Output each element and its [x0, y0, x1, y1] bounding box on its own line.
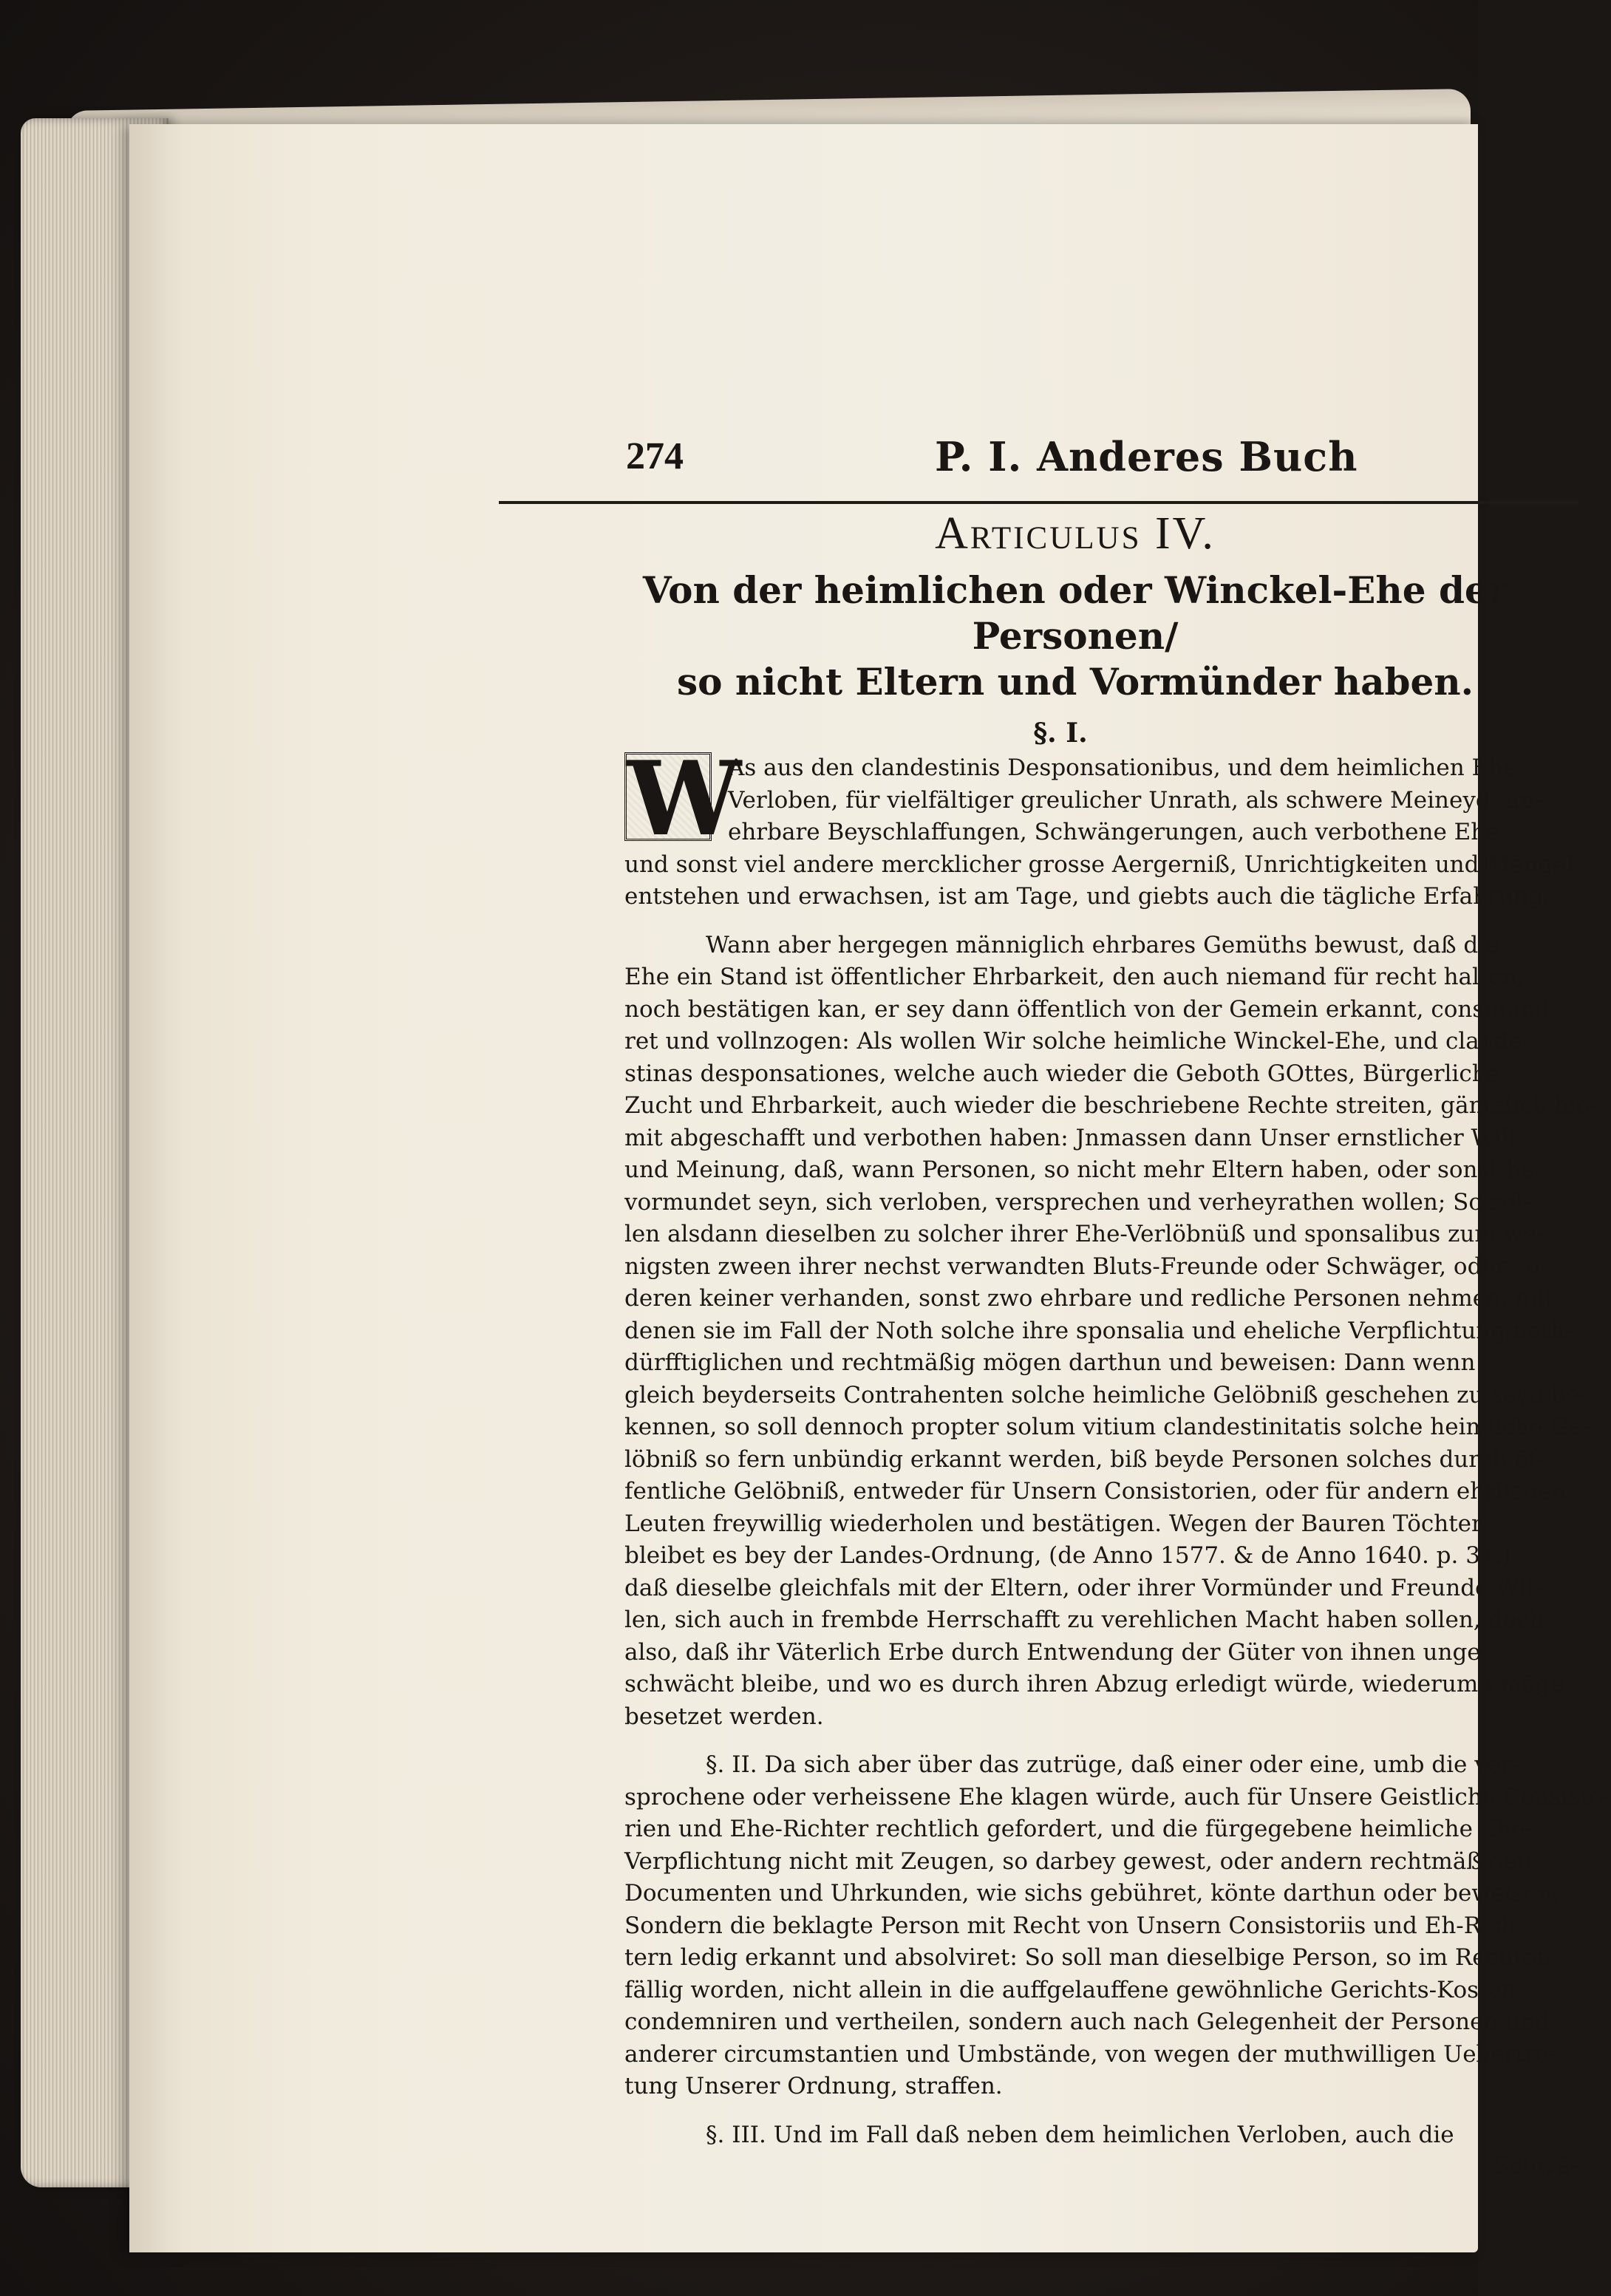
text-line: entstehen und erwachsen, ist am Tage, und giebts auch die tägliche Erfahrung.	[624, 883, 1550, 910]
text-line: nigsten zween ihrer nechst verwandten Bluts-Freunde oder Schwäger, oder so	[624, 1253, 1540, 1280]
text-line: As aus den clandestinis Desponsationibus, und dem heimlichen Ehe-	[728, 754, 1525, 781]
article-subtitle-line: so nicht Eltern und Vormünder haben.	[676, 660, 1474, 704]
text-line: Wann aber hergegen männiglich ehrbares Gemüths bewust, daß die	[706, 931, 1499, 958]
paragraph-2	[499, 930, 1598, 1734]
text-line: denen sie im Fall der Noth solche ihre sponsalia und eheliche Verpflichtung noth-	[624, 1317, 1573, 1344]
article-heading: Articulus IV.	[935, 508, 1216, 559]
text-line: Verpflichtung nicht mit Zeugen, so darbey gewest, oder andern rechtmäßigen	[624, 1847, 1533, 1875]
text-line: sprochene oder verheissene Ehe klagen würde, auch für Unsere Geistliche Consisto-	[624, 1783, 1611, 1810]
text-line: Sondern die beklagte Person mit Recht von Unsern Consistoriis und Eh-Rich-	[624, 1912, 1524, 1939]
text-line: fällig worden, nicht allein in die auffgelauffene gewöhnliche Gerichts-Kosten	[624, 1976, 1516, 2003]
text-line: und sonst viel andere mercklicher grosse Aergerniß, Unrichtigkeiten und Mängel	[624, 851, 1574, 878]
text-line: condemniren und vertheilen, sondern auch nach Gelegenheit der Personen und	[624, 2009, 1550, 2035]
text-line: dürfftiglichen und rechtmäßig mögen darthun und beweisen: Dann wenn	[624, 1349, 1476, 1376]
section-mark: §. I.	[1033, 718, 1088, 749]
text-line: anderer circumstantien und Umbstände, von wegen der muthwilligen Uebertre-	[624, 2040, 1557, 2068]
text-line: schwächt bleibe, und wo es durch ihren Abzug erledigt würde, wiederumb möge	[624, 1671, 1564, 1697]
text-line: rien und Ehe-Richter rechtlich gefordert, und die fürgegebene heimliche Ehe-	[624, 1816, 1533, 1842]
text-line: Leuten freywillig wiederholen und bestätigen. Wegen der Bauren Töchter	[624, 1510, 1482, 1537]
text-line: tung Unserer Ordnung, straffen.	[624, 2073, 1003, 2099]
text-line: also, daß ihr Väterlich Erbe durch Entwendung der Güter von ihnen unge-	[624, 1638, 1489, 1666]
section-3	[499, 2119, 1578, 2152]
text-line: Zucht und Ehrbarkeit, auch wieder die beschriebene Rechte streiten, gäntzlich hie-	[624, 1092, 1598, 1119]
text-line: len, sich auch in frembde Herrschafft zu verehlichen Macht haben sollen, doch	[624, 1607, 1544, 1633]
running-title: P. I. Anderes Buch	[935, 433, 1358, 480]
text-line: tern ledig erkannt und absolviret: So soll man dieselbige Person, so im Rechten	[624, 1944, 1551, 1971]
article-subtitle-line: Von der heimlichen oder Winckel-Ehe der Personen/	[642, 568, 1508, 658]
text-line: stinas desponsationes, welche auch wieder die Geboth GOttes, Bürgerliche	[624, 1060, 1501, 1087]
book-page	[129, 124, 1611, 2252]
text-line: gleich beyderseits Contrahenten solche heimliche Gelöbniß geschehen zu seyn be-	[624, 1381, 1587, 1408]
text-line: ret und vollnzogen: Als wollen Wir solche heimliche Winckel-Ehe, und clande-	[624, 1028, 1530, 1055]
drop-cap: W	[624, 752, 712, 841]
text-line: deren keiner verhanden, sonst zwo ehrbare und redliche Personen nehmen, mit	[624, 1285, 1554, 1312]
page-number: 274	[626, 435, 684, 477]
text-line: Documenten und Uhrkunden, wie sichs gebühret, könte darthun oder beweisen:	[624, 1880, 1560, 1907]
text-line: noch bestätigen kan, er sey dann öffentlich von der Gemein erkannt, consummi-	[624, 995, 1558, 1023]
section-2	[499, 1749, 1611, 2103]
text-line: Ehe ein Stand ist öffentlicher Ehrbarkeit, den auch niemand für recht halten,	[624, 964, 1525, 990]
text-line: bleibet es bey der Landes-Ordnung, (de Anno 1577. & de Anno 1640. p. 31.)	[624, 1542, 1511, 1569]
text-line: Verloben, für vielfältiger greulicher Unrath, als schwere Meineyd, un-	[728, 786, 1542, 814]
text-line: kennen, so soll dennoch propter solum vitium clandestinitatis solche heimliche Ge-	[624, 1414, 1590, 1440]
section-1	[499, 738, 1578, 913]
text-line: §. III. Und im Fall daß neben dem heimlichen Verloben, auch die	[706, 2121, 1454, 2148]
text-line: vormundet seyn, sich verloben, versprechen und verheyrathen wollen; So sol-	[624, 1188, 1530, 1216]
text-line: fentliche Gelöbniß, entweder für Unsern Consistorien, oder für andern ehrlichen	[624, 1478, 1567, 1505]
running-head	[499, 420, 1578, 504]
text-line: ehrbare Beyschlaffungen, Schwängerungen, auch verbothene Ehe,	[728, 819, 1507, 845]
text-line: löbniß so fern unbündig erkannt werden, biß beyde Personen solches durch öf-	[624, 1445, 1544, 1473]
text-line: §. II. Da sich aber über das zutrüge, daß einer oder eine, umb die ver-	[706, 1751, 1520, 1778]
text-line: len alsdann dieselben zu solcher ihrer Ehe-Verlöbnüß und sponsalibus zum we-	[624, 1221, 1544, 1247]
catchword: Schwä-	[1493, 2153, 1578, 2179]
text-line: und Meinung, daß, wann Personen, so nicht mehr Eltern haben, oder sonst be-	[624, 1156, 1542, 1183]
text-line: besetzet werden.	[624, 1703, 824, 1730]
text-line: mit abgeschafft und verbothen haben: Jnmassen dann Unser ernstlicher Will	[624, 1124, 1516, 1151]
text-block	[499, 420, 1611, 2181]
text-line: daß dieselbe gleichfals mit der Eltern, oder ihrer Vormünder und Freunde Wil-	[624, 1574, 1542, 1601]
article-subtitle	[499, 568, 1578, 705]
